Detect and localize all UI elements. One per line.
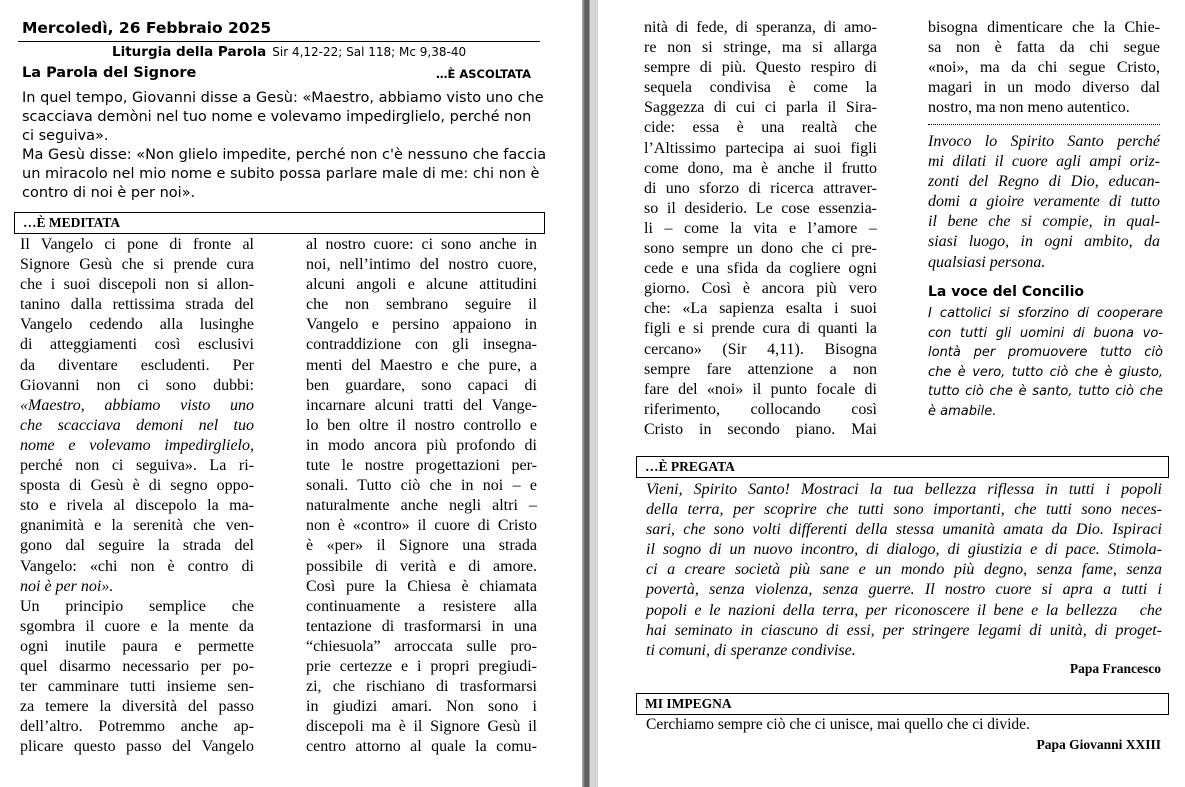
- prayer-line: ti comuni, di speranze condivise.: [646, 641, 856, 659]
- meditation-line: cede e una sfida da cogliere ogni: [644, 260, 877, 278]
- meditation-line: di atteggiamenti così esclusivi: [20, 336, 254, 354]
- meditation-line: za temere la diversità del passo: [20, 698, 254, 716]
- left-page: [0, 0, 582, 787]
- meditation-line: zi, che rischiano di trasformarsi: [306, 678, 537, 696]
- impegna-section-header: [636, 693, 1169, 715]
- meditation-line: sequela condivisa è come la: [644, 79, 877, 97]
- meditation-line: in giudizi amari. Non sono i: [306, 698, 537, 716]
- council-line: tutto ciò che è santo, tutto ciò che: [928, 384, 1163, 399]
- meditation-line: tanino dalla rettissima strada del: [20, 296, 254, 314]
- meditation-line: nome e volevamo impedirglielo,: [20, 436, 254, 454]
- meditation-line: ben guardare, sono capaci di: [306, 376, 537, 394]
- invocation-line: zonti del Regno di Dio, educan-: [928, 173, 1160, 191]
- meditation-line: sto e rivela al discepolo la ma-: [20, 497, 254, 515]
- meditation-line: naturalmente anche negli altri –: [306, 497, 537, 515]
- prayer-line: ci a creare società più sane e un mondo più degno, senza fame, senza: [646, 561, 1162, 579]
- meditation-line: gono dal seguire la strada del: [20, 537, 254, 555]
- meditation-line: menti del Maestro e che pure, a: [306, 356, 537, 374]
- dotted-divider: [928, 124, 1160, 125]
- pregata-label: …È PREGATA: [645, 459, 735, 474]
- meditation-line: fare del «noi» il punto focale di: [644, 380, 877, 398]
- gospel-line: In quel tempo, Giovanni disse a Gesù: «Maestro, abbiamo visto uno che: [22, 90, 544, 106]
- council-line: I cattolici si sforzino di cooperare: [928, 306, 1163, 321]
- gospel-line: un miracolo nel mio nome e subito possa parlare male di me: chi non è: [22, 166, 540, 182]
- impegna-text: Cerchiamo sempre ciò che ci unisce, mai quello che ci divide.: [646, 716, 1030, 733]
- meditation-line: sempre fare attenzione a non: [644, 360, 877, 378]
- meditation-line: dell’altro. Potremmo anche ap-: [20, 718, 254, 736]
- meditation-line: “chiesuola” arroccata sulle pro-: [306, 637, 537, 655]
- liturgy-header: [112, 44, 466, 60]
- invocation-text: [928, 132, 1160, 273]
- gospel-line: Ma Gesù disse: «Non glielo impedite, perché non c'è nessuno che faccia: [22, 147, 547, 163]
- meditation-column-2: [306, 235, 537, 757]
- council-line: lontà per promuovere tutto ciò: [928, 345, 1163, 360]
- meditation-line: sposta di Gesù è di segno oppo-: [20, 477, 254, 495]
- council-text: [928, 304, 1163, 421]
- meditation-line: non è «contro» il cuore di Cristo: [306, 517, 537, 535]
- meditation-line: discepoli ma è il Signore Gesù il: [306, 718, 537, 736]
- prayer-line: il sogno di un nuovo incontro, di dialogo, di giustizia e di pace. Stimola-: [646, 541, 1162, 559]
- meditation-line: cercano» (Sir 4,11). Bisogna: [644, 340, 877, 358]
- meditation-line: sonali. Tutto ciò che in noi – e: [306, 477, 537, 495]
- meditation-line: tentazione di trasformarsi in una: [306, 617, 537, 635]
- meditation-line: figli e si prende cura di quanti la: [644, 320, 877, 338]
- meditation-line: che i suoi discepoli non si allon-: [20, 276, 254, 294]
- council-title: La voce del Concilio: [928, 284, 1085, 300]
- liturgy-title: Liturgia della Parola: [112, 44, 267, 60]
- invocation-line: domi a gioire veramente di tutto: [928, 193, 1160, 211]
- meditation-line: perché non ci seguiva». La ri-: [20, 457, 254, 475]
- prayer-line: hai seminato in ciascuno di essi, per stringere legami di unità, di proget-: [646, 621, 1162, 639]
- meditation-line: ogni inutile paura e permette: [20, 637, 254, 655]
- invocation-line: Invoco lo Spirito Santo perché: [928, 133, 1160, 150]
- prayer-text: [646, 480, 1162, 661]
- meditation-line: è «per» il Signore una strada: [306, 537, 537, 555]
- impegna-label: MI IMPEGNA: [645, 696, 732, 711]
- meditation-line: continuamente a resistere alla: [306, 597, 537, 615]
- meditation-line: sgombra il cuore e la mente da: [20, 617, 254, 635]
- pregata-section-header: [636, 456, 1169, 478]
- meditation-line: sa non è fatta da chi segue: [928, 39, 1160, 57]
- council-line: che è vero, tutto ciò che è giusto,: [928, 364, 1163, 380]
- meditation-line: lo ben oltre il nostro controllo e: [306, 416, 537, 434]
- meditation-line: che scacciava demoni nel tuo: [20, 416, 254, 434]
- meditation-line: gnanimità e la serenità che ven-: [20, 517, 254, 535]
- meditation-line: al nostro cuore: ci sono anche in: [306, 236, 537, 253]
- meditation-line: bisogna dimenticare che la Chie-: [928, 19, 1160, 36]
- invocation-line: siasi luogo, in ogni ambito, da: [928, 233, 1160, 251]
- meditation-line: centro attorno al quale la comu-: [306, 738, 537, 756]
- meditation-line: ter camminare tutti insieme sen-: [20, 678, 254, 696]
- meditation-line: possibile di verità e di amore.: [306, 557, 537, 575]
- gospel-line: scacciava demòni nel tuo nome e volevamo impedirglielo, perché non: [22, 109, 532, 125]
- meditation-line: di uno sforzo di ricerca attraver-: [644, 179, 877, 197]
- meditation-line: nostro, ma non meno autentico.: [928, 99, 1130, 117]
- page-date: Mercoledì, 26 Febbraio 2025: [22, 19, 272, 37]
- meditation-line: re non si stringe, ma si allarga: [644, 39, 877, 57]
- meditation-line: Così pure la Chiesa è chiamata: [306, 577, 537, 595]
- meditation-line: magari in un modo diverso dal: [928, 79, 1160, 97]
- meditation-line: che: «La sapienza esalta i suoi: [644, 300, 877, 318]
- meditation-line: Signore Gesù che si prende cura: [20, 256, 254, 274]
- prayer-line: sari, che sono volti differenti della stessa umanità amata da Dio. Ispiraci: [646, 521, 1162, 539]
- date-divider: [18, 41, 540, 42]
- meditation-line: alcuni angoli e alcune attitudini: [306, 276, 537, 294]
- meditation-line: «noi», ma da chi segue Cristo,: [928, 59, 1160, 77]
- prayer-line: popoli e le nazioni della terra, per riconoscere il bene e la bellezza che: [646, 601, 1162, 619]
- prayer-line: Vieni, Spirito Santo! Mostraci la tua bellezza riflessa in tutti i popoli: [646, 481, 1162, 498]
- meditation-line: incarnare alcuni tratti del Vange-: [306, 396, 537, 414]
- liturgy-refs: Sir 4,12-22; Sal 118; Mc 9,38-40: [272, 45, 467, 59]
- meditation-line: contraddizione con gli insegna-: [306, 336, 537, 354]
- prayer-line: povertà, senza violenza, senza guerre. Il nostro cuore si apra a tutti i: [646, 581, 1162, 599]
- meditation-line: riferimento, collocando così: [644, 400, 877, 418]
- meditation-line: Saggezza di cui ci parla il Sira-: [644, 99, 877, 117]
- meditation-line: noi, nell’intimo del nostro cuore,: [306, 256, 537, 274]
- meditata-label: …È MEDITATA: [23, 215, 121, 230]
- ascoltata-label: …È ASCOLTATA: [436, 67, 531, 81]
- prayer-line: della terra, per scoprire che tutti sono importanti, che tutti sono neces-: [646, 501, 1162, 519]
- invocation-line: mi dilati il cuore agli ampi oriz-: [928, 153, 1160, 171]
- invocation-line: il bene che si compie, in qual-: [928, 213, 1160, 231]
- meditation-line: da diventare escludenti. Per: [20, 356, 254, 374]
- word-title: La Parola del Signore: [22, 65, 197, 81]
- meditation-line: so il desiderio. Le cose essenzia-: [644, 199, 877, 217]
- meditation-line: che non sembrano seguire il: [306, 296, 537, 314]
- meditation-line: Vangelo e persino appaiono in: [306, 316, 537, 334]
- meditation-column-4: [928, 18, 1160, 118]
- meditation-line: plicare questo passo del Vangelo: [20, 738, 254, 756]
- meditation-line: sono sempre un dono che ci pre-: [644, 240, 877, 258]
- meditation-line: Vangelo: «chi non è contro di: [20, 557, 254, 575]
- meditation-line: Cristo in secondo piano. Mai: [644, 420, 877, 438]
- meditation-line: li – come la vita e l’amore –: [644, 219, 877, 237]
- meditation-line: come dono, ma è anche il frutto: [644, 159, 877, 177]
- meditation-line: sempre di più. Questo respiro di: [644, 59, 877, 77]
- meditation-line: «Maestro, abbiamo visto uno: [20, 396, 254, 414]
- page-gutter: [582, 0, 598, 787]
- council-line: con tutti gli uomini di buona vo-: [928, 325, 1163, 341]
- meditation-line: Vangelo cedendo alla lusinghe: [20, 316, 254, 334]
- meditation-line: Il Vangelo ci pone di fronte al: [20, 236, 254, 253]
- impegna-signature: Papa Giovanni XXIII: [1036, 737, 1161, 752]
- meditation-line: prie certezze e i propri pregiudi-: [306, 657, 537, 675]
- right-page: [598, 0, 1185, 787]
- meditata-section-header: [14, 212, 545, 234]
- council-line: è amabile.: [928, 403, 997, 419]
- meditation-column-1: [20, 235, 254, 757]
- gospel-line: contro di noi è per noi».: [22, 185, 196, 201]
- meditation-line: noi è per noi».: [20, 577, 114, 595]
- meditation-line: cide: essa è una realtà che: [644, 119, 877, 137]
- invocation-line: qualsiasi persona.: [928, 253, 1046, 271]
- gospel-text: [22, 89, 547, 203]
- meditation-line: Un principio semplice che: [20, 597, 254, 615]
- meditation-line: Giovanni non ci sono dubbi:: [20, 376, 254, 394]
- meditation-line: in modo ancora più profondo di: [306, 436, 537, 454]
- prayer-signature: Papa Francesco: [1069, 661, 1161, 676]
- meditation-line: tute le nostre progettazioni per-: [306, 457, 537, 475]
- gospel-line: ci seguiva».: [22, 128, 109, 144]
- meditation-line: giorno. Così è ancora più vero: [644, 280, 877, 298]
- meditation-column-3: [644, 18, 877, 440]
- meditation-line: quel disarmo necessario per po-: [20, 657, 254, 675]
- meditation-line: l’Altissimo partecipa ai suoi figli: [644, 139, 877, 157]
- meditation-line: nità di fede, di speranza, di amo-: [644, 19, 877, 36]
